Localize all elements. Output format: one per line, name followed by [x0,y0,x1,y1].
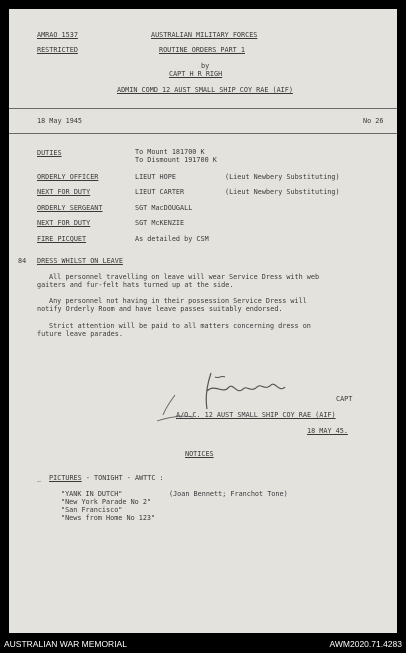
archive-id: AWM2020.71.4283 [329,639,402,649]
duty-name: LIEUT HOPE [135,173,176,181]
order-item-number: 84 [18,257,27,265]
duty-role: NEXT FOR DUTY [37,188,91,196]
document-title: ROUTINE ORDERS PART 1 [159,46,245,54]
order-item-title: DRESS WHILST ON LEAVE [37,257,123,265]
film-title: "YANK IN DUTCH" [61,490,123,498]
rule-bottom [9,133,397,134]
notice-item-marker: _ [37,474,42,482]
org-name: AUSTRALIAN MILITARY FORCES [151,31,258,39]
signature-title: A/O.C. 12 AUST SMALL SHIP COY RAE (AIF) [176,411,336,419]
issuing-officer: CAPT H R RIGH [169,70,223,78]
issuing-unit: ADMIN COMD 12 AUST SMALL SHIP COY RAE (AIF) [117,86,293,94]
rule-top [9,108,397,109]
order-paragraph-line: gaiters and fur-felt hats turned up at the side. [37,281,234,289]
order-paragraph-line: notify Orderly Room and have leave passes suitably endorsed. [37,305,283,313]
archive-caption: AUSTRALIAN WAR MEMORIAL [4,639,127,649]
pictures-line [49,474,164,482]
order-number: No 26 [363,117,384,125]
pictures-detail: - TONIGHT - AWTTC : [81,474,164,482]
film-title: "News from Home No 123" [61,514,156,522]
signature-rank: CAPT [336,395,353,403]
duty-role: ORDERLY OFFICER [37,173,99,181]
duty-note: (Lieut Newbery Substituting) [225,188,340,196]
duty-role: NEXT FOR DUTY [37,219,91,227]
duty-role: ORDERLY SERGEANT [37,204,103,212]
duty-name: As detailed by CSM [135,235,209,243]
film-title: "New York Parade No 2" [61,498,152,506]
duty-name: SGT MacDOUGALL [135,204,193,212]
document-page [9,9,397,633]
classification: RESTRICTED [37,46,78,54]
by-label: by [201,62,210,70]
notices-heading: NOTICES [185,450,214,458]
dismount-time: To Dismount 191700 K [135,156,217,164]
document-ref: AMRAO 1537 [37,31,78,39]
pictures-label: PICTURES [49,474,82,482]
signature-date: 18 MAY 45. [307,427,348,435]
duty-name: LIEUT CARTER [135,188,185,196]
duty-note: (Lieut Newbery Substituting) [225,173,340,181]
order-paragraph-line: Any personnel not having in their possession Service Dress will [49,297,307,305]
mount-time: To Mount 181700 K [135,148,205,156]
duty-role: FIRE PICQUET [37,235,87,243]
film-cast: (Joan Bennett; Franchot Tone) [169,490,288,498]
order-date: 18 May 1945 [37,117,83,125]
order-paragraph-line: future leave parades. [37,330,123,338]
order-paragraph-line: Strict attention will be paid to all matters concerning dress on [49,322,311,330]
order-paragraph-line: All personnel travelling on leave will wear Service Dress with web [49,273,320,281]
duties-label: DUTIES [37,149,62,157]
film-title: "San Francisco" [61,506,123,514]
duty-name: SGT McKENZIE [135,219,185,227]
